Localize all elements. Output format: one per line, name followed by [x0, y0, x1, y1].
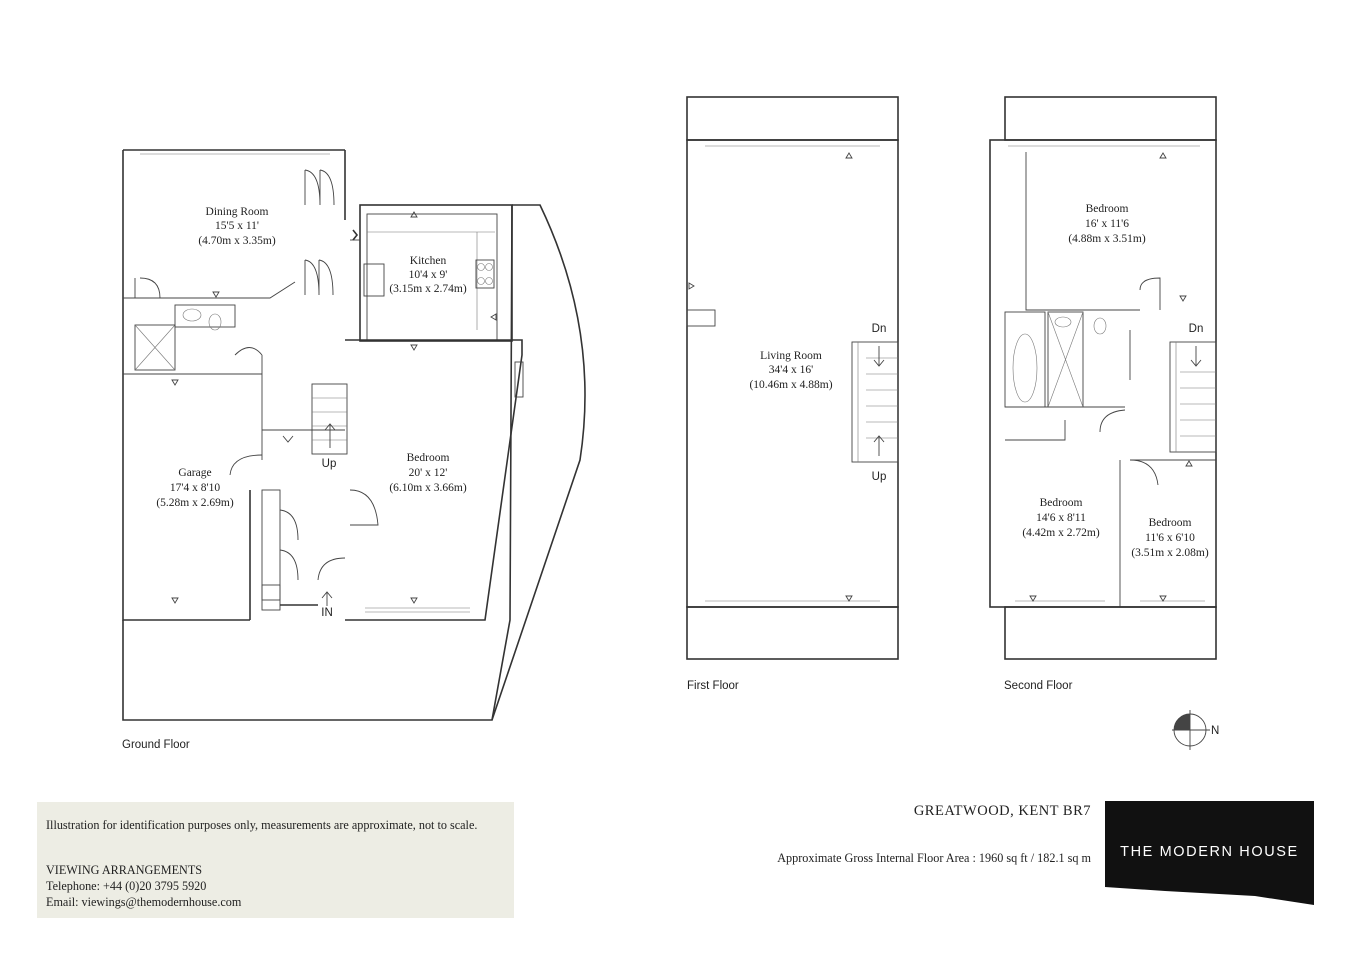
- kitchen-metric: (3.15m x 2.74m): [389, 283, 467, 295]
- dining-room-imperial: 15'5 x 11': [215, 220, 259, 232]
- ground-floor-plan: [123, 150, 585, 720]
- property-title: GREATWOOD, KENT BR7: [913, 803, 1091, 819]
- right-bedroom-name: Bedroom: [1148, 517, 1192, 529]
- top-bedroom-metric: (4.88m x 3.51m): [1068, 233, 1146, 245]
- top-bedroom-name: Bedroom: [1085, 203, 1129, 215]
- floor-area-text: Approximate Gross Internal Floor Area : 1960 sq ft / 182.1 sq m: [777, 851, 1091, 865]
- dining-room-metric: (4.70m x 3.35m): [198, 235, 276, 247]
- right-bedroom-metric: (3.51m x 2.08m): [1131, 547, 1209, 559]
- ground-bedroom-name: Bedroom: [406, 452, 450, 464]
- kitchen-imperial: 10'4 x 9': [408, 269, 448, 281]
- second-floor-label: Second Floor: [1004, 680, 1073, 692]
- north-compass-icon: [1172, 710, 1210, 750]
- ground-floor-label: Ground Floor: [122, 739, 190, 751]
- living-room-metric: (10.46m x 4.88m): [749, 379, 833, 391]
- viewing-heading: VIEWING ARRANGEMENTS: [46, 863, 203, 877]
- living-room-imperial: 34'4 x 16': [768, 364, 814, 376]
- right-bedroom-imperial: 11'6 x 6'10: [1145, 532, 1195, 544]
- top-bedroom-imperial: 16' x 11'6: [1085, 218, 1129, 230]
- info-panel: [37, 802, 514, 918]
- second-stairs-down-label: Dn: [1188, 323, 1204, 335]
- email-text[interactable]: Email: viewings@themodernhouse.com: [46, 895, 242, 909]
- garage-name: Garage: [178, 467, 212, 479]
- ground-bedroom-imperial: 20' x 12': [408, 467, 448, 479]
- brand-name: THE MODERN HOUSE: [1120, 844, 1299, 860]
- brand-logo: [1105, 801, 1314, 905]
- ground-bedroom-metric: (6.10m x 3.66m): [389, 482, 467, 494]
- left-bedroom-imperial: 14'6 x 8'11: [1036, 512, 1086, 524]
- garage-imperial: 17'4 x 8'10: [169, 482, 221, 494]
- first-stairs-up-label: Up: [871, 471, 887, 483]
- disclaimer-text: Illustration for identification purposes only, measurements are approximate, not to scale.: [46, 818, 478, 832]
- telephone-text: Telephone: +44 (0)20 3795 5920: [46, 879, 207, 893]
- left-bedroom-metric: (4.42m x 2.72m): [1022, 527, 1100, 539]
- kitchen-name: Kitchen: [409, 255, 447, 267]
- ground-stairs-up-label: Up: [321, 458, 337, 470]
- first-stairs-down-label: Dn: [871, 323, 887, 335]
- entrance-label: IN: [321, 607, 333, 619]
- dining-room-name: Dining Room: [205, 206, 269, 218]
- left-bedroom-name: Bedroom: [1039, 497, 1083, 509]
- first-floor-plan: [687, 97, 898, 659]
- compass-north-label: N: [1211, 725, 1220, 737]
- garage-metric: (5.28m x 2.69m): [156, 497, 234, 509]
- living-room-name: Living Room: [760, 350, 822, 362]
- second-floor-plan: [990, 97, 1216, 659]
- first-floor-label: First Floor: [687, 680, 739, 692]
